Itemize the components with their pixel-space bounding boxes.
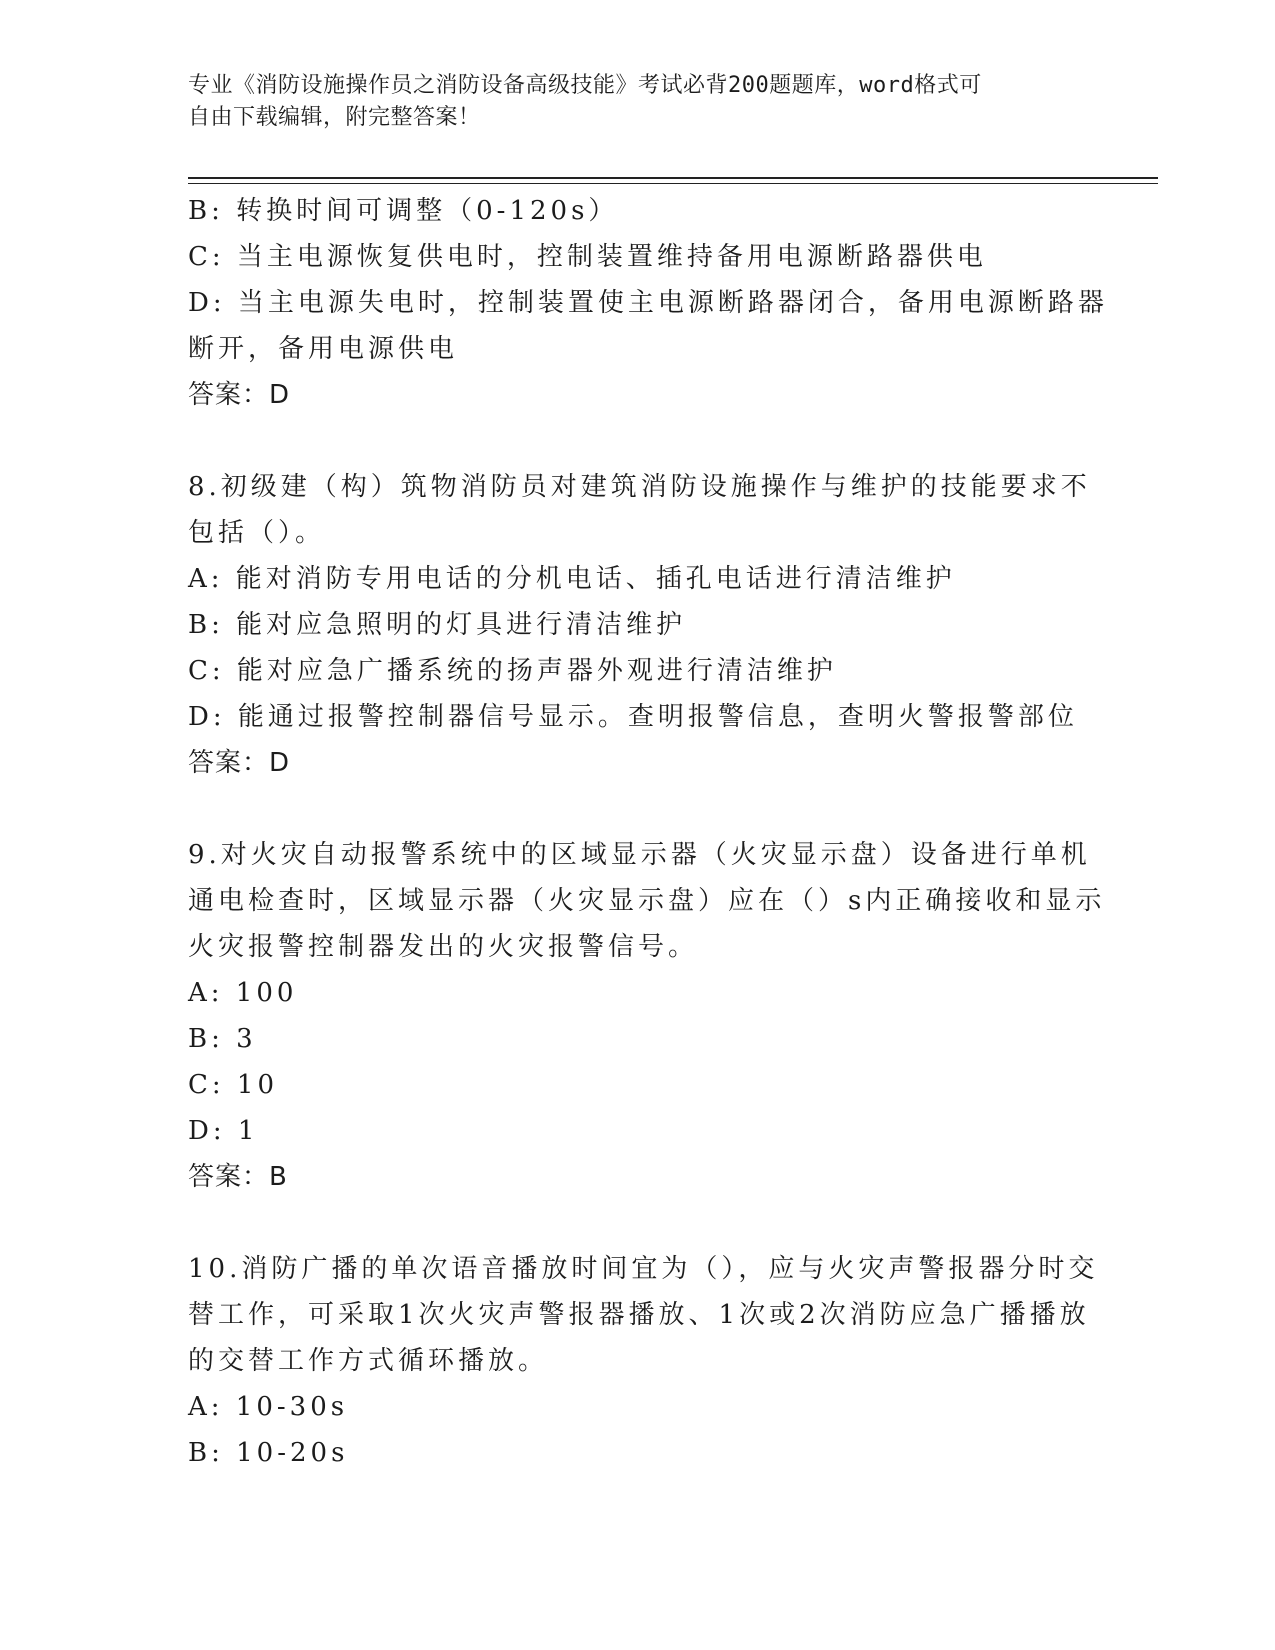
option-c: C: 能对应急广播系统的扬声器外观进行清洁维护 [188,656,837,686]
header-divider-thick [188,177,1158,179]
question-text-continued: 包括（）。 [188,518,326,548]
option-d: D: 能通过报警控制器信号显示。查明报警信息，查明火警报警部位 [188,702,1078,732]
answer-label: 答案：D [188,380,291,410]
page-header [188,70,1088,134]
question-text: 9.对火灾自动报警系统中的区域显示器（火灾显示盘）设备进行单机 [188,840,1091,870]
spacer [188,1200,1088,1246]
header-divider-thin [188,183,1158,184]
question-block-8 [188,464,1091,786]
question-block-7 [188,188,1108,418]
spacer [188,786,1088,832]
question-text: 10.消防广播的单次语音播放时间宜为（），应与火灾声警报器分时交 [188,1254,1099,1284]
question-text-continued: 火灾报警控制器发出的火灾报警信号。 [188,932,699,962]
answer-label: 答案：D [188,748,291,778]
spacer [188,418,1088,464]
question-text-continued: 的交替工作方式循环播放。 [188,1346,549,1376]
option-c: C: 当主电源恢复供电时，控制装置维持备用电源断路器供电 [188,242,987,272]
option-a: A: 10-30s [188,1392,349,1422]
option-d-continued: 断开，备用电源供电 [188,334,459,364]
question-block-9 [188,832,1106,1200]
question-text-continued: 通电检查时，区域显示器（火灾显示盘）应在（）s内正确接收和显示 [188,886,1106,916]
option-d: D: 当主电源失电时，控制装置使主电源断路器闭合，备用电源断路器 [188,288,1108,318]
header-line-2: 自由下载编辑，附完整答案！ [188,105,481,130]
answer-label: 答案：B [188,1162,288,1192]
question-text-continued: 替工作，可采取1次火灾声警报器播放、1次或2次消防应急广播播放 [188,1300,1090,1330]
option-a: A: 能对消防专用电话的分机电话、插孔电话进行清洁维护 [188,564,956,594]
question-text: 8.初级建（构）筑物消防员对建筑消防设施操作与维护的技能要求不 [188,472,1091,502]
option-c: C: 10 [188,1070,279,1100]
question-block-10 [188,1246,1099,1476]
option-b: B: 10-20s [188,1438,349,1468]
option-d: D: 1 [188,1116,259,1146]
header-line-1: 专业《消防设施操作员之消防设备高级技能》考试必背200题题库，word格式可 [188,73,982,98]
question-list [188,188,1108,1476]
option-a: A: 100 [188,978,298,1008]
option-b: B: 3 [188,1024,257,1054]
option-b: B: 转换时间可调整（0-120s） [188,196,619,226]
option-b: B: 能对应急照明的灯具进行清洁维护 [188,610,687,640]
